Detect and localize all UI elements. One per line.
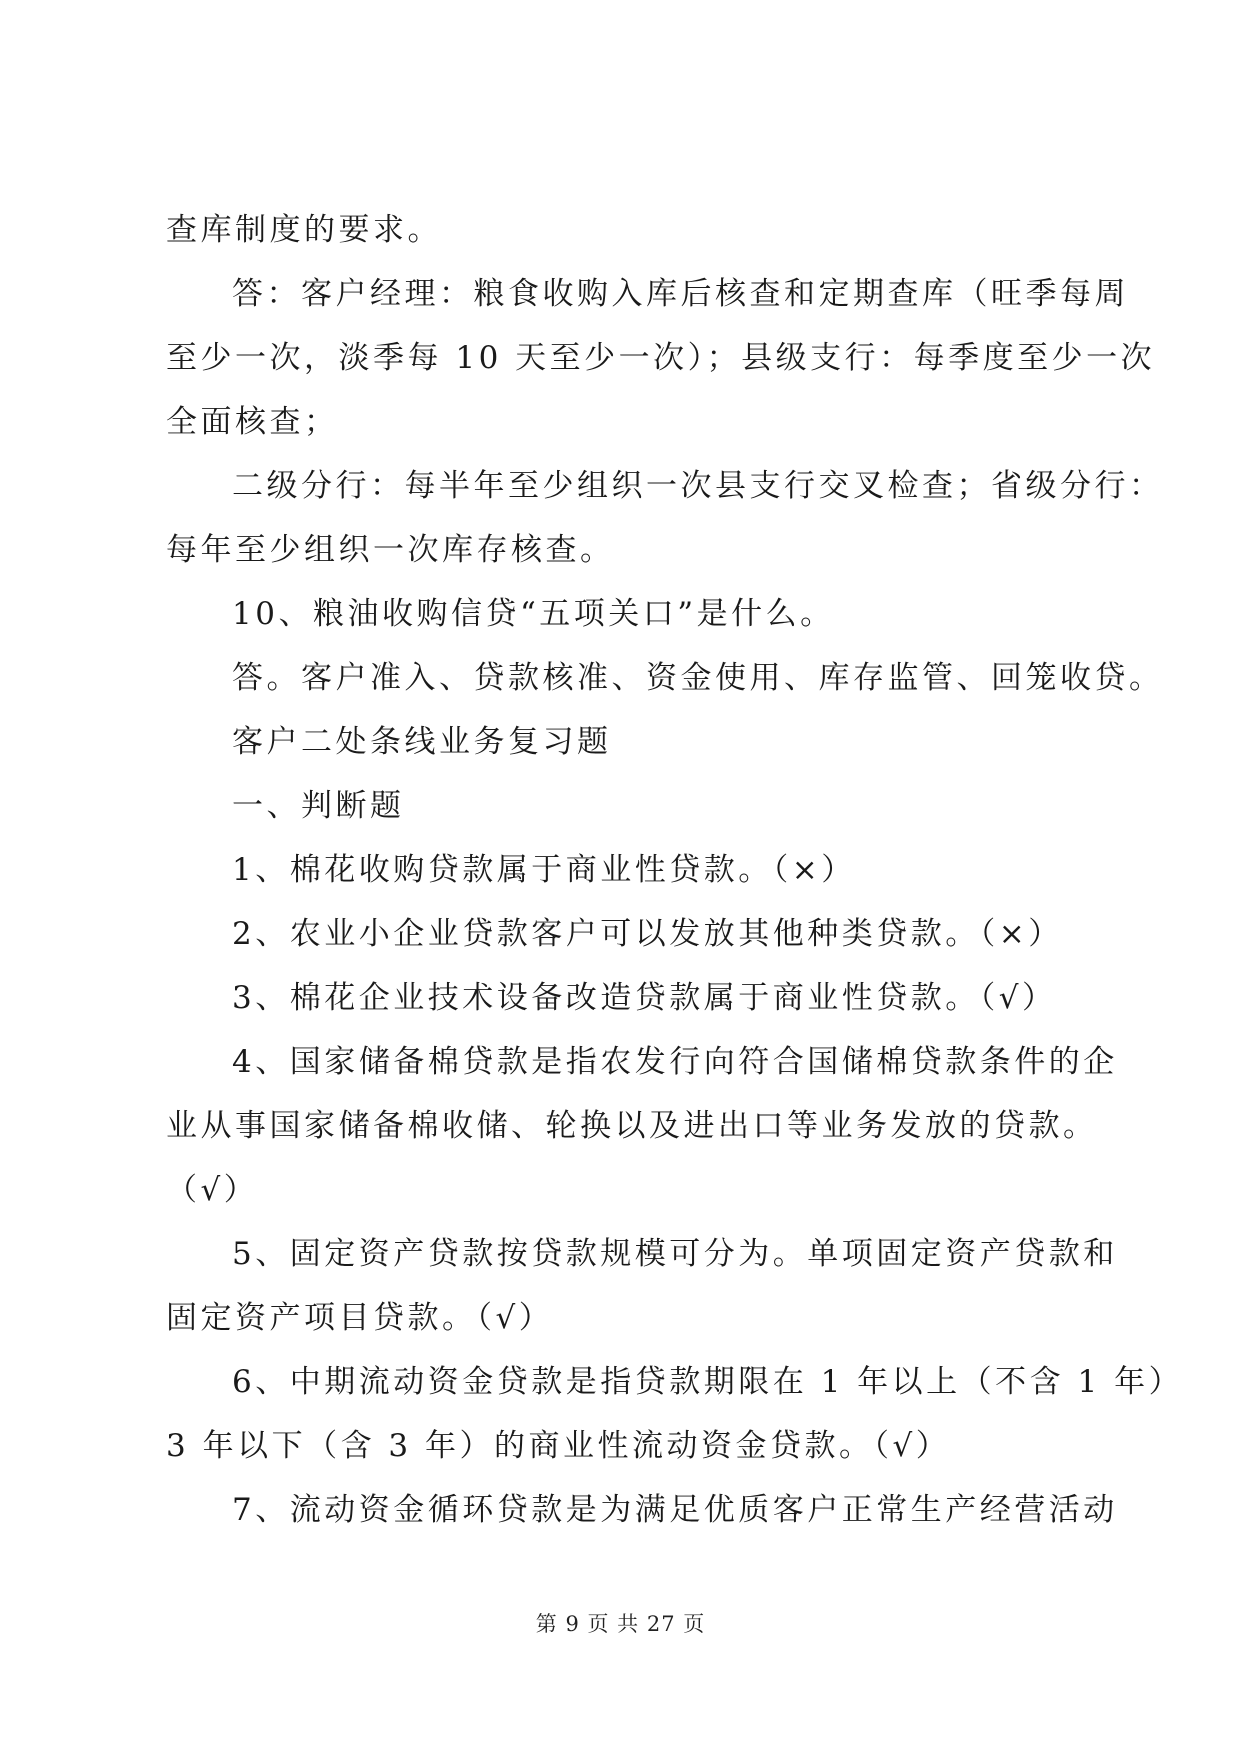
question-item: 1、棉花收购贷款属于商业性贷款。（×） [232,852,856,888]
text-line: 查库制度的要求。 [166,212,442,248]
question-heading: 10、粮油收购信贷“五项关口”是什么。 [232,596,835,632]
text-line: 全面核查； [166,404,339,440]
section-heading: 一、判断题 [232,788,405,824]
text-line: 至少一次，淡季每 10 天至少一次）；县级支行：每季度至少一次 [166,340,1156,376]
text-line: （√） [166,1172,259,1208]
section-title: 客户二处条线业务复习题 [232,724,612,760]
question-item: 5、固定资产贷款按贷款规模可分为。单项固定资产贷款和 [232,1236,1118,1272]
text-line: 每年至少组织一次库存核查。 [166,532,615,568]
question-item: 4、国家储备棉贷款是指农发行向符合国储棉贷款条件的企 [232,1044,1118,1080]
question-item: 3、棉花企业技术设备改造贷款属于商业性贷款。（√） [232,980,1057,1016]
page-number-footer: 第 9 页 共 27 页 [535,1612,706,1636]
question-item: 2、农业小企业贷款客户可以发放其他种类贷款。（×） [232,916,1063,952]
answer-line: 答。客户准入、贷款核准、资金使用、库存监管、回笼收贷。 [232,660,1164,696]
document-body [166,198,1184,1542]
text-line: 业从事国家储备棉收储、轮换以及进出口等业务发放的贷款。 [166,1108,1098,1144]
text-line: 二级分行：每半年至少组织一次县支行交叉检查；省级分行： [232,468,1164,504]
question-item: 7、流动资金循环贷款是为满足优质客户正常生产经营活动 [232,1492,1118,1528]
text-line: 固定资产项目贷款。（√） [166,1300,554,1336]
text-line: 3 年以下（含 3 年）的商业性流动资金贷款。（√） [166,1428,951,1464]
text-line: 答：客户经理：粮食收购入库后核查和定期查库（旺季每周 [232,276,1129,312]
question-item: 6、中期流动资金贷款是指贷款期限在 1 年以上（不含 1 年） [232,1364,1184,1400]
